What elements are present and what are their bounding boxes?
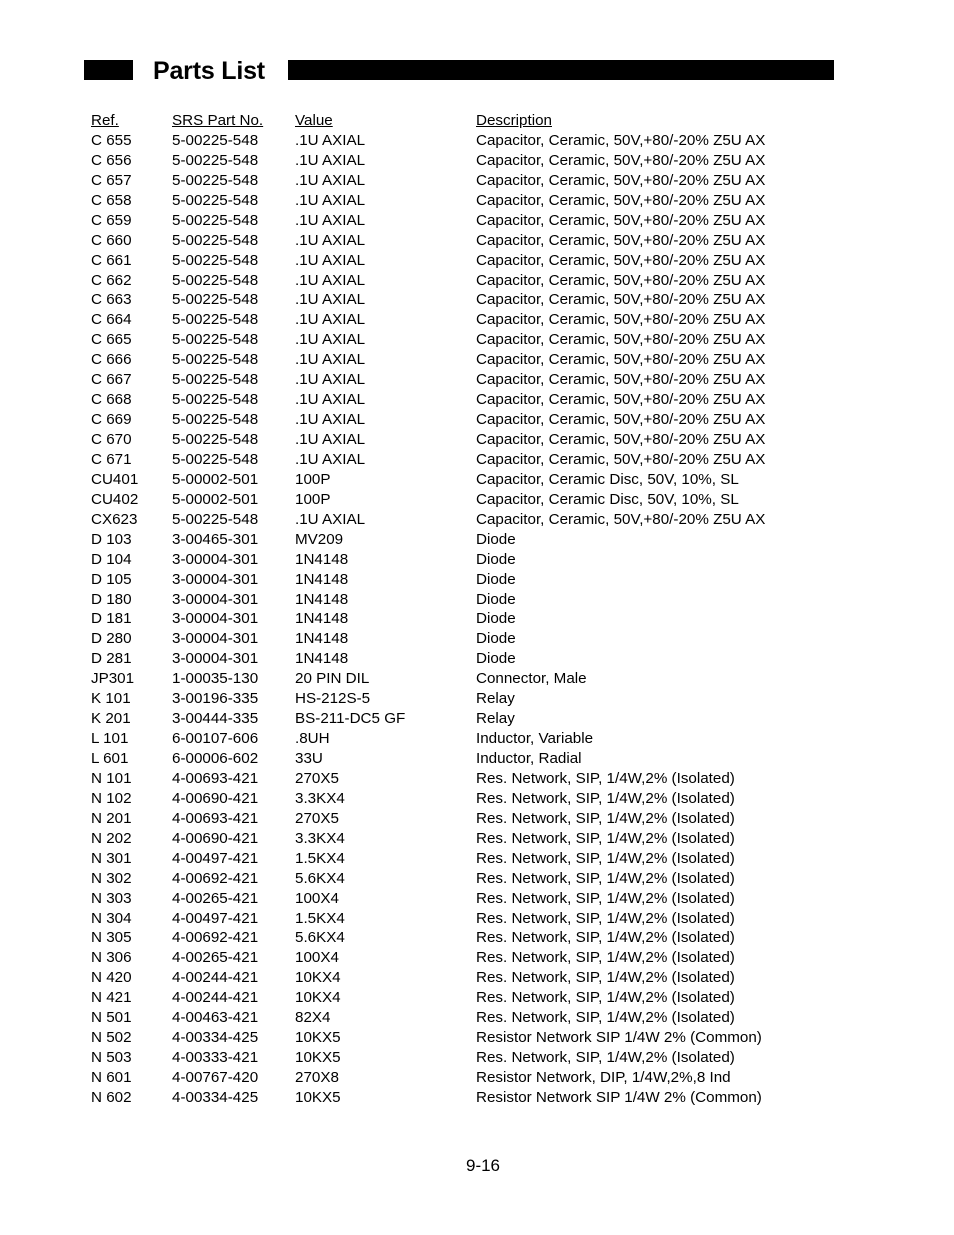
cell-part-number: 4-00497-421	[172, 849, 259, 867]
cell-description: Capacitor, Ceramic, 50V,+80/-20% Z5U AX	[476, 231, 766, 249]
cell-part-number: 4-00244-421	[172, 969, 259, 987]
cell-description: Res. Network, SIP, 1/4W,2% (Isolated)	[476, 829, 735, 847]
table-row	[91, 928, 831, 948]
table-row	[91, 889, 831, 909]
cell-description: Res. Network, SIP, 1/4W,2% (Isolated)	[476, 909, 735, 927]
table-row	[91, 669, 831, 689]
cell-value: 270X5	[295, 769, 339, 787]
cell-ref: C 666	[91, 351, 132, 369]
cell-part-number: 5-00225-548	[172, 411, 259, 429]
cell-description: Capacitor, Ceramic, 50V,+80/-20% Z5U AX	[476, 131, 766, 149]
cell-ref: C 667	[91, 371, 132, 389]
cell-part-number: 4-00497-421	[172, 909, 259, 927]
parts-table	[91, 111, 831, 1108]
cell-ref: N 306	[91, 949, 132, 967]
table-body	[91, 131, 831, 1108]
cell-description: Diode	[476, 630, 516, 648]
table-row	[91, 490, 831, 510]
table-row	[91, 350, 831, 370]
cell-part-number: 5-00225-548	[172, 431, 259, 448]
cell-ref: C 659	[91, 211, 132, 229]
cell-description: Relay	[476, 690, 515, 708]
table-row	[91, 729, 831, 749]
cell-value: 1N4148	[295, 590, 349, 608]
page-title: Parts List	[153, 57, 265, 85]
cell-part-number: 3-00196-335	[172, 690, 259, 708]
cell-part-number: 3-00004-301	[172, 550, 259, 568]
cell-part-number: 5-00225-548	[172, 151, 259, 169]
cell-part-number: 4-00767-420	[172, 1069, 259, 1086]
cell-ref: K 201	[91, 710, 131, 728]
table-row	[91, 171, 831, 191]
table-row	[91, 1068, 831, 1088]
cell-part-number: 5-00225-548	[172, 131, 259, 149]
table-row	[91, 1008, 831, 1028]
cell-part-number: 4-00244-421	[172, 989, 259, 1007]
cell-part-number: 4-00693-421	[172, 809, 259, 827]
cell-part-number: 4-00692-421	[172, 929, 259, 947]
table-row	[91, 570, 831, 590]
table-row	[91, 390, 831, 410]
cell-description: Res. Network, SIP, 1/4W,2% (Isolated)	[476, 989, 735, 1007]
cell-description: Diode	[476, 610, 516, 628]
cell-description: Inductor, Radial	[476, 750, 582, 767]
cell-ref: D 181	[91, 610, 132, 628]
cell-ref: C 657	[91, 171, 132, 189]
cell-ref: C 663	[91, 291, 132, 309]
cell-value: 1N4148	[295, 570, 349, 588]
table-row	[91, 948, 831, 968]
cell-ref: L 601	[91, 750, 129, 767]
cell-value: 1N4148	[295, 650, 349, 668]
cell-ref: N 501	[91, 1009, 132, 1027]
cell-description: Capacitor, Ceramic, 50V,+80/-20% Z5U AX	[476, 211, 766, 229]
cell-description: Res. Network, SIP, 1/4W,2% (Isolated)	[476, 789, 735, 807]
cell-description: Res. Network, SIP, 1/4W,2% (Isolated)	[476, 929, 735, 947]
cell-description: Capacitor, Ceramic, 50V,+80/-20% Z5U AX	[476, 311, 766, 329]
cell-ref: C 661	[91, 251, 132, 269]
cell-description: Capacitor, Ceramic, 50V,+80/-20% Z5U AX	[476, 191, 766, 209]
cell-value: .1U AXIAL	[295, 411, 366, 429]
cell-value: .1U AXIAL	[295, 191, 366, 209]
cell-value: 10KX5	[295, 1088, 341, 1106]
table-row	[91, 310, 831, 330]
cell-value: 3.3KX4	[295, 829, 345, 847]
cell-description: Resistor Network SIP 1/4W 2% (Common)	[476, 1029, 762, 1047]
cell-description: Capacitor, Ceramic, 50V,+80/-20% Z5U AX	[476, 351, 766, 369]
cell-part-number: 3-00004-301	[172, 590, 259, 608]
cell-part-number: 5-00225-548	[172, 351, 259, 369]
cell-part-number: 4-00334-425	[172, 1029, 259, 1047]
cell-part-number: 5-00225-548	[172, 371, 259, 389]
cell-value: 5.6KX4	[295, 869, 345, 887]
cell-value: 5.6KX4	[295, 929, 345, 947]
cell-ref: N 102	[91, 789, 132, 807]
cell-value: 100P	[295, 490, 331, 508]
table-row	[91, 251, 831, 271]
header-part-number: SRS Part No.	[172, 112, 264, 129]
cell-description: Capacitor, Ceramic, 50V,+80/-20% Z5U AX	[476, 510, 766, 528]
cell-description: Capacitor, Ceramic, 50V,+80/-20% Z5U AX	[476, 450, 766, 468]
cell-value: .1U AXIAL	[295, 371, 366, 389]
cell-part-number: 5-00225-548	[172, 191, 259, 209]
table-row	[91, 988, 831, 1008]
cell-ref: CU402	[91, 490, 139, 508]
cell-ref: C 664	[91, 311, 132, 329]
cell-description: Res. Network, SIP, 1/4W,2% (Isolated)	[476, 849, 735, 867]
page-number: 9-16	[465, 1156, 501, 1175]
cell-part-number: 3-00004-301	[172, 610, 259, 628]
cell-ref: C 662	[91, 271, 132, 289]
cell-part-number: 6-00006-602	[172, 750, 259, 767]
title-bar-left	[84, 60, 133, 80]
table-row	[91, 849, 831, 869]
cell-value: 33U	[295, 750, 323, 767]
cell-ref: N 101	[91, 769, 132, 787]
cell-ref: N 503	[91, 1049, 132, 1067]
cell-value: 1.5KX4	[295, 909, 345, 927]
cell-ref: D 180	[91, 590, 132, 608]
cell-value: 10KX4	[295, 969, 341, 987]
cell-description: Res. Network, SIP, 1/4W,2% (Isolated)	[476, 769, 735, 787]
cell-value: .1U AXIAL	[295, 431, 366, 448]
cell-part-number: 5-00225-548	[172, 251, 259, 269]
cell-ref: C 670	[91, 431, 132, 448]
cell-part-number: 3-00444-335	[172, 710, 259, 728]
cell-value: .1U AXIAL	[295, 311, 366, 329]
table-row	[91, 749, 831, 769]
cell-ref: D 104	[91, 550, 132, 568]
cell-part-number: 5-00225-548	[172, 171, 259, 189]
cell-description: Capacitor, Ceramic, 50V,+80/-20% Z5U AX	[476, 391, 766, 409]
cell-description: Res. Network, SIP, 1/4W,2% (Isolated)	[476, 809, 735, 827]
table-row	[91, 290, 831, 310]
cell-ref: N 421	[91, 989, 132, 1007]
table-row	[91, 330, 831, 350]
cell-description: Inductor, Variable	[476, 730, 594, 748]
cell-description: Diode	[476, 650, 516, 668]
cell-ref: N 305	[91, 929, 132, 947]
cell-description: Capacitor, Ceramic, 50V,+80/-20% Z5U AX	[476, 271, 766, 289]
cell-ref: C 671	[91, 450, 132, 468]
cell-part-number: 5-00225-548	[172, 211, 259, 229]
cell-ref: D 105	[91, 570, 132, 588]
cell-part-number: 4-00692-421	[172, 869, 259, 887]
cell-ref: N 303	[91, 889, 132, 907]
cell-ref: L 101	[91, 730, 129, 748]
cell-part-number: 4-00693-421	[172, 769, 259, 787]
cell-ref: N 601	[91, 1069, 132, 1086]
table-row	[91, 430, 831, 450]
cell-description: Diode	[476, 550, 516, 568]
table-row	[91, 649, 831, 669]
table-row	[91, 590, 831, 610]
cell-part-number: 4-00265-421	[172, 889, 259, 907]
cell-value: 82X4	[295, 1009, 331, 1027]
cell-part-number: 4-00333-421	[172, 1049, 259, 1067]
cell-value: .1U AXIAL	[295, 251, 366, 269]
cell-part-number: 5-00225-548	[172, 311, 259, 329]
cell-value: HS-212S-5	[295, 690, 371, 708]
cell-part-number: 5-00225-548	[172, 450, 259, 468]
table-row	[91, 769, 831, 789]
cell-value: .1U AXIAL	[295, 450, 366, 468]
cell-value: 10KX5	[295, 1049, 341, 1067]
cell-value: .1U AXIAL	[295, 510, 366, 528]
cell-part-number: 3-00004-301	[172, 570, 259, 588]
cell-value: 1N4148	[295, 550, 349, 568]
cell-part-number: 3-00004-301	[172, 650, 259, 668]
cell-description: Relay	[476, 710, 515, 728]
table-row	[91, 829, 831, 849]
table-row	[91, 131, 831, 151]
table-header	[91, 111, 831, 131]
cell-ref: C 656	[91, 151, 132, 169]
table-row	[91, 211, 831, 231]
cell-value: .1U AXIAL	[295, 171, 366, 189]
cell-part-number: 4-00334-425	[172, 1088, 259, 1106]
cell-ref: N 301	[91, 849, 132, 867]
cell-value: BS-211-DC5 GF	[295, 710, 406, 728]
cell-ref: N 201	[91, 809, 132, 827]
cell-description: Capacitor, Ceramic, 50V,+80/-20% Z5U AX	[476, 251, 766, 269]
table-row	[91, 191, 831, 211]
table-row	[91, 550, 831, 570]
cell-ref: N 202	[91, 829, 132, 847]
cell-value: .1U AXIAL	[295, 391, 366, 409]
cell-ref: C 668	[91, 391, 132, 409]
cell-value: .1U AXIAL	[295, 131, 366, 149]
table-row	[91, 869, 831, 889]
cell-ref: JP301	[91, 670, 135, 688]
cell-value: 10KX5	[295, 1029, 341, 1047]
cell-part-number: 3-00465-301	[172, 530, 259, 548]
cell-value: 270X5	[295, 809, 339, 827]
header-description: Description	[476, 112, 552, 129]
cell-value: 100P	[295, 470, 331, 488]
cell-description: Capacitor, Ceramic Disc, 50V, 10%, SL	[476, 470, 739, 488]
cell-part-number: 6-00107-606	[172, 730, 259, 748]
cell-ref: D 281	[91, 650, 132, 668]
cell-description: Capacitor, Ceramic, 50V,+80/-20% Z5U AX	[476, 171, 766, 189]
table-row	[91, 370, 831, 390]
table-row	[91, 271, 831, 291]
header-value: Value	[295, 112, 333, 129]
cell-part-number: 4-00690-421	[172, 829, 259, 847]
table-row	[91, 530, 831, 550]
cell-ref: N 420	[91, 969, 132, 987]
table-row	[91, 1028, 831, 1048]
cell-ref: N 302	[91, 869, 132, 887]
cell-ref: C 669	[91, 411, 132, 429]
cell-part-number: 5-00225-548	[172, 391, 259, 409]
cell-part-number: 5-00225-548	[172, 291, 259, 309]
table-row	[91, 450, 831, 470]
cell-part-number: 4-00690-421	[172, 789, 259, 807]
cell-description: Res. Network, SIP, 1/4W,2% (Isolated)	[476, 969, 735, 987]
table-row	[91, 1088, 831, 1108]
table-row	[91, 470, 831, 490]
cell-description: Diode	[476, 570, 516, 588]
cell-ref: K 101	[91, 690, 131, 708]
cell-value: 270X8	[295, 1069, 339, 1086]
cell-ref: CU401	[91, 470, 139, 488]
cell-value: 100X4	[295, 949, 339, 967]
cell-ref: CX623	[91, 510, 138, 528]
cell-value: .8UH	[295, 730, 330, 748]
cell-part-number: 4-00463-421	[172, 1009, 259, 1027]
cell-value: 100X4	[295, 889, 339, 907]
cell-part-number: 1-00035-130	[172, 670, 259, 688]
header-ref: Ref.	[91, 112, 119, 129]
cell-value: 1N4148	[295, 610, 349, 628]
cell-part-number: 5-00225-548	[172, 271, 259, 289]
table-row	[91, 1048, 831, 1068]
cell-description: Diode	[476, 590, 516, 608]
cell-ref: N 502	[91, 1029, 132, 1047]
cell-description: Capacitor, Ceramic, 50V,+80/-20% Z5U AX	[476, 371, 766, 389]
table-row	[91, 151, 831, 171]
cell-ref: C 658	[91, 191, 132, 209]
table-row	[91, 689, 831, 709]
cell-description: Res. Network, SIP, 1/4W,2% (Isolated)	[476, 869, 735, 887]
cell-description: Capacitor, Ceramic, 50V,+80/-20% Z5U AX	[476, 151, 766, 169]
table-row	[91, 789, 831, 809]
cell-description: Diode	[476, 530, 516, 548]
cell-value: 1N4148	[295, 630, 349, 648]
cell-ref: N 602	[91, 1088, 132, 1106]
cell-part-number: 3-00004-301	[172, 630, 259, 648]
cell-value: 20 PIN DIL	[295, 670, 370, 688]
cell-value: 1.5KX4	[295, 849, 345, 867]
cell-description: Capacitor, Ceramic, 50V,+80/-20% Z5U AX	[476, 431, 766, 448]
cell-part-number: 5-00002-501	[172, 470, 259, 488]
cell-part-number: 5-00002-501	[172, 490, 259, 508]
cell-value: .1U AXIAL	[295, 291, 366, 309]
table-row	[91, 609, 831, 629]
cell-description: Res. Network, SIP, 1/4W,2% (Isolated)	[476, 889, 735, 907]
cell-ref: C 655	[91, 131, 132, 149]
cell-description: Resistor Network SIP 1/4W 2% (Common)	[476, 1088, 762, 1106]
table-row	[91, 909, 831, 929]
cell-description: Connector, Male	[476, 670, 587, 688]
cell-value: .1U AXIAL	[295, 211, 366, 229]
cell-description: Capacitor, Ceramic, 50V,+80/-20% Z5U AX	[476, 291, 766, 309]
cell-part-number: 4-00265-421	[172, 949, 259, 967]
cell-description: Res. Network, SIP, 1/4W,2% (Isolated)	[476, 1049, 735, 1067]
title-bar-right	[288, 60, 834, 80]
table-row	[91, 410, 831, 430]
cell-value: .1U AXIAL	[295, 351, 366, 369]
cell-value: .1U AXIAL	[295, 331, 366, 349]
cell-value: .1U AXIAL	[295, 151, 366, 169]
table-row	[91, 968, 831, 988]
table-row	[91, 809, 831, 829]
cell-description: Resistor Network, DIP, 1/4W,2%,8 Ind	[476, 1069, 731, 1086]
cell-ref: C 660	[91, 231, 132, 249]
cell-part-number: 5-00225-548	[172, 510, 259, 528]
table-row	[91, 510, 831, 530]
cell-value: MV209	[295, 530, 344, 548]
table-row	[91, 231, 831, 251]
cell-part-number: 5-00225-548	[172, 331, 259, 349]
cell-part-number: 5-00225-548	[172, 231, 259, 249]
cell-ref: D 103	[91, 530, 132, 548]
cell-ref: C 665	[91, 331, 132, 349]
cell-value: 3.3KX4	[295, 789, 345, 807]
table-row	[91, 709, 831, 729]
cell-value: .1U AXIAL	[295, 231, 366, 249]
cell-description: Capacitor, Ceramic Disc, 50V, 10%, SL	[476, 490, 739, 508]
cell-description: Res. Network, SIP, 1/4W,2% (Isolated)	[476, 949, 735, 967]
cell-description: Capacitor, Ceramic, 50V,+80/-20% Z5U AX	[476, 411, 766, 429]
cell-ref: N 304	[91, 909, 132, 927]
cell-description: Res. Network, SIP, 1/4W,2% (Isolated)	[476, 1009, 735, 1027]
cell-ref: D 280	[91, 630, 132, 648]
table-row	[91, 629, 831, 649]
cell-value: .1U AXIAL	[295, 271, 366, 289]
cell-description: Capacitor, Ceramic, 50V,+80/-20% Z5U AX	[476, 331, 766, 349]
cell-value: 10KX4	[295, 989, 341, 1007]
